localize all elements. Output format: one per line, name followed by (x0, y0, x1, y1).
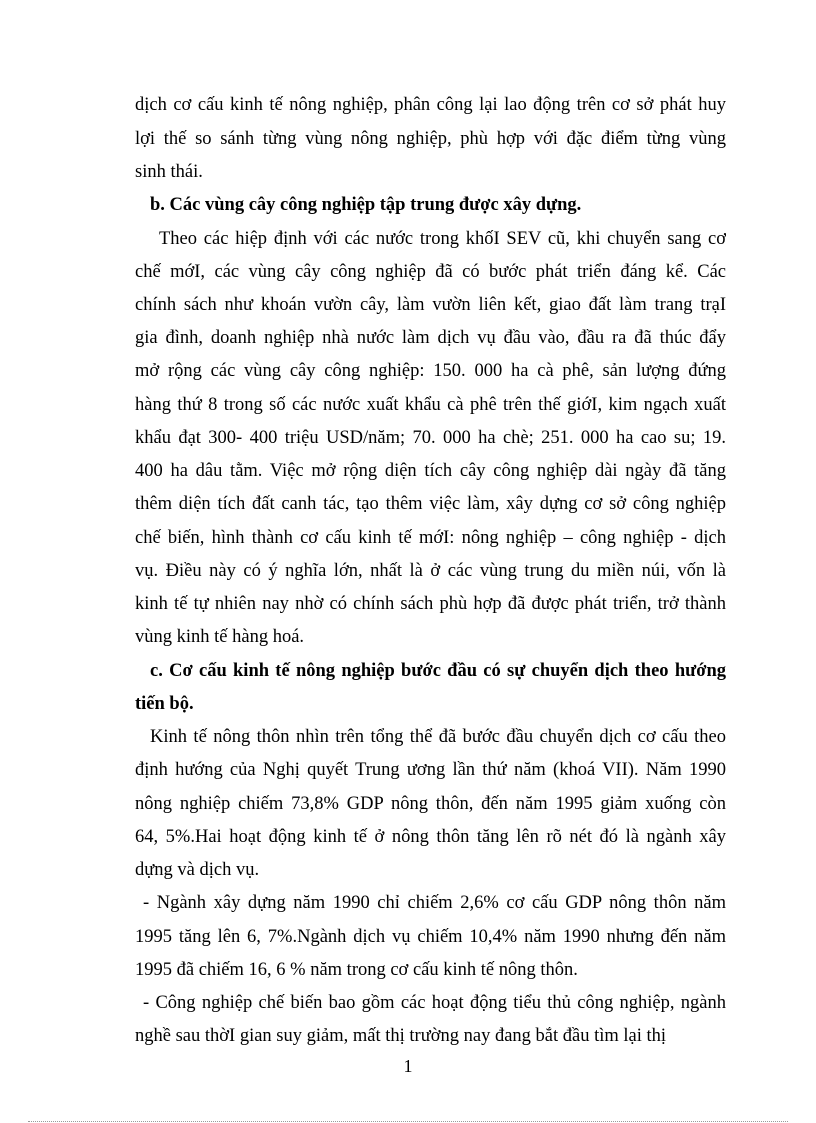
body-text-line: gia đình, doanh nghiệp nhà nước làm dịch vụ đầu vào, đầu ra đã thúc đẩy (135, 328, 726, 348)
body-text-line: nghề sau thờI gian suy giảm, mất thị trường nay đang bắt đầu tìm lại thị (135, 1026, 667, 1046)
body-text-line: dựng và dịch vụ. (135, 860, 260, 880)
body-text-line: dịch cơ cấu kinh tế nông nghiệp, phân công lại lao động trên cơ sở phát huy (135, 95, 726, 115)
page-number: 1 (403, 1056, 413, 1076)
list-item-construction: - Ngành xây dựng năm 1990 chỉ chiếm 2,6% cơ cấu GDP nông thôn năm (143, 893, 726, 913)
body-text-line: vụ. Điều này có ý nghĩa lớn, nhất là ở các vùng trung du miền núi, vốn là (135, 561, 726, 581)
body-text-line: định hướng của Nghị quyết Trung ương lần thứ năm (khoá VII). Năm 1990 (135, 760, 726, 780)
body-text-line: chế biến, hình thành cơ cấu kinh tế mớI: nông nghiệp – công nghiệp - dịch (135, 528, 726, 548)
body-text-line: vùng kinh tế hàng hoá. (135, 627, 305, 647)
body-text-line: nông nghiệp chiếm 73,8% GDP nông thôn, đến năm 1995 giảm xuống còn (135, 794, 726, 814)
body-text-line: kinh tế tự nhiên nay nhờ có chính sách phù hợp đã được phát triển, trở thành (135, 594, 726, 614)
body-text-line: 1995 tăng lên 6, 7%.Ngành dịch vụ chiếm 10,4% năm 1990 nhưng đến năm (135, 927, 726, 947)
body-text-line: 400 ha dâu tằm. Việc mở rộng diện tích cây công nghiệp dài ngày đã tăng (135, 461, 726, 481)
body-text-line: chế mớI, các vùng cây công nghiệp đã có bước phát triển đáng kể. Các (135, 262, 726, 282)
body-text-line: khẩu đạt 300- 400 triệu USD/năm; 70. 000 ha chè; 251. 000 ha cao su; 19. (135, 428, 726, 448)
paragraph-first-line: Theo các hiệp định với các nước trong khốI SEV cũ, khi chuyển sang cơ (159, 229, 726, 249)
body-text-line: chính sách như khoán vườn cây, làm vườn liên kết, giao đất làm trang trạI (135, 295, 726, 315)
page-bottom-divider (28, 1121, 788, 1122)
body-text-line: hàng thứ 8 trong số các nước xuất khẩu cà phê trên thế giớI, kim ngạch xuất (135, 395, 726, 415)
section-heading-c-continued: tiến bộ. (135, 694, 194, 714)
body-text-line: 1995 đã chiếm 16, 6 % năm trong cơ cấu kinh tế nông thôn. (135, 960, 578, 980)
body-text-line: thêm diện tích đất canh tác, tạo thêm việc làm, xây dựng cơ sở công nghiệp (135, 494, 726, 514)
body-text-line: lợi thế so sánh từng vùng nông nghiệp, phù hợp với đặc điểm từng vùng (135, 129, 726, 149)
body-text-line: sinh thái. (135, 162, 203, 182)
list-item-processing-industry: - Công nghiệp chế biến bao gồm các hoạt động tiểu thủ công nghiệp, ngành (143, 993, 726, 1013)
section-heading-b: b. Các vùng cây công nghiệp tập trung được xây dựng. (150, 195, 582, 215)
section-heading-c: c. Cơ cấu kinh tế nông nghiệp bước đầu có sự chuyển dịch theo hướng (150, 661, 726, 681)
body-text-line: mở rộng các vùng cây công nghiệp: 150. 000 ha cà phê, sản lượng đứng (135, 361, 726, 381)
paragraph-first-line: Kinh tế nông thôn nhìn trên tổng thể đã bước đầu chuyển dịch cơ cấu theo (150, 727, 726, 747)
body-text-line: 64, 5%.Hai hoạt động kinh tế ở nông thôn tăng lên rõ nét đó là ngành xây (135, 827, 726, 847)
